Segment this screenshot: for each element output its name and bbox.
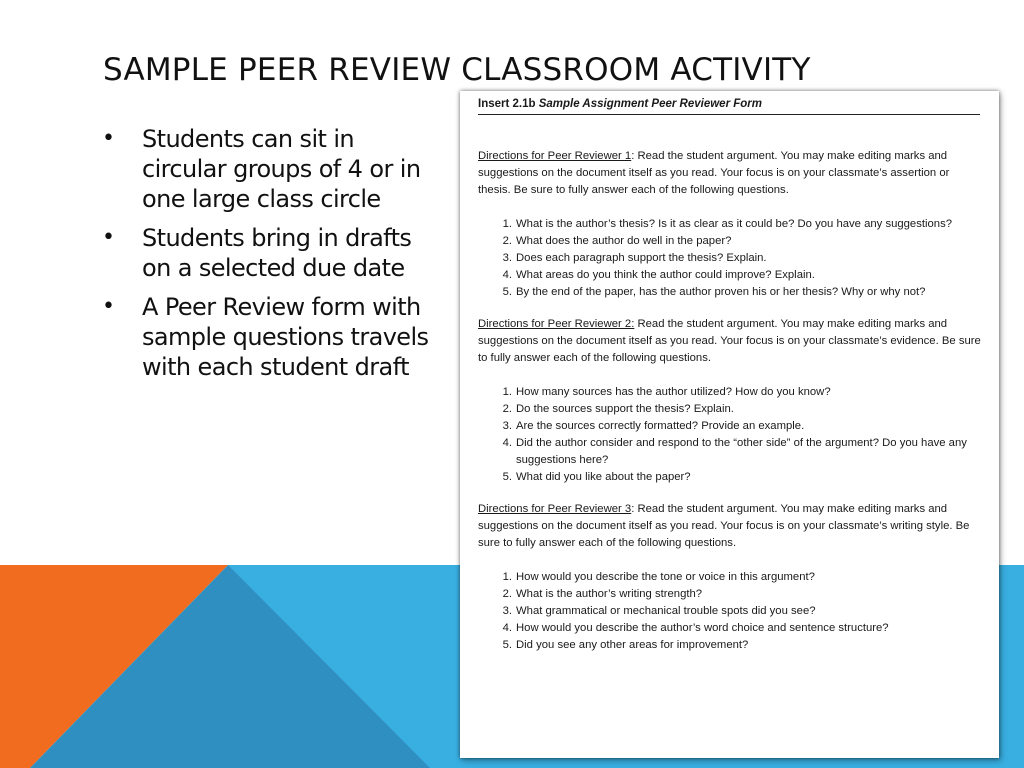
question-text: What does the author do well in the paper? xyxy=(516,235,732,247)
question-item: 4. What areas do you think the author could improve? Explain. xyxy=(502,269,815,281)
question-text: Are the sources correctly formatted? Provide an example. xyxy=(516,420,805,432)
question-item: 3. What grammatical or mechanical trouble spots did you see? xyxy=(502,605,816,617)
question-item: 4. How would you describe the author’s word choice and sentence structure? xyxy=(502,622,889,634)
reviewer-3-text: : Read the student argument. You may make editing marks and suggestions on the document itself as you read. Your focus is on your classmate’s writing style. Be sure to fully answer each of the following questions. xyxy=(478,503,970,549)
bullet-item xyxy=(100,223,445,283)
question-text: How would you describe the tone or voice in this argument? xyxy=(516,571,815,583)
question-item: 2. What is the author’s writing strength? xyxy=(502,588,703,600)
bullet-item xyxy=(100,292,445,382)
question-text: Did you see any other areas for improvement? xyxy=(516,639,749,651)
reviewer-2-text: Read the student argument. You may make editing marks and suggestions on the document itself as you read. Your focus is on your classmate’s evidence. Be sure to fully answer each of the following questions. xyxy=(478,318,981,364)
question-text: What is the author’s writing strength? xyxy=(516,588,703,600)
question-text: What grammatical or mechanical trouble spots did you see? xyxy=(516,605,816,617)
form-header-title: Sample Assignment Peer Reviewer Form xyxy=(538,98,763,110)
question-item: 2. What does the author do well in the paper? xyxy=(502,235,732,247)
bullet-text: Students can sit in circular groups of 4 or in one large class circle xyxy=(142,125,421,213)
question-text: By the end of the paper, has the author proven his or her thesis? Why or why not? xyxy=(516,286,926,298)
reviewer-3-directions xyxy=(478,501,981,552)
bullet-text: Students bring in drafts on a selected due date xyxy=(142,224,412,282)
question-item: 3. Are the sources correctly formatted? Provide an example. xyxy=(502,420,805,432)
reviewer-1-questions xyxy=(478,216,981,301)
bullet-text: A Peer Review form with sample questions travels with each student draft xyxy=(142,293,429,381)
question-text: What areas do you think the author could improve? Explain. xyxy=(516,269,815,281)
question-text: What did you like about the paper? xyxy=(516,471,691,483)
reviewer-1-section xyxy=(478,148,981,301)
form-header-prefix: Insert 2.1b xyxy=(478,98,536,110)
question-item: 5. What did you like about the paper? xyxy=(502,471,691,483)
bullet-marker: • xyxy=(102,294,115,319)
question-text: Does each paragraph support the thesis? Explain. xyxy=(516,252,767,264)
question-item: 5. Did you see any other areas for improvement? xyxy=(502,639,749,651)
question-text: How many sources has the author utilized? How do you know? xyxy=(516,386,831,398)
question-text: How would you describe the author’s word choice and sentence structure? xyxy=(516,622,889,634)
form-header xyxy=(478,98,980,115)
question-item: 3. Does each paragraph support the thesis? Explain. xyxy=(502,252,767,264)
reviewer-3-label: Directions for Peer Reviewer 3 xyxy=(478,503,632,515)
reviewer-1-label: Directions for Peer Reviewer 1 xyxy=(478,150,632,162)
peer-review-form-image xyxy=(460,91,999,758)
reviewer-2-section xyxy=(478,316,981,486)
question-item: 1. How would you describe the tone or voice in this argument? xyxy=(502,571,815,583)
bullet-list xyxy=(100,124,445,391)
slide-title: SAMPLE PEER REVIEW CLASSROOM ACTIVITY xyxy=(103,52,811,88)
question-text: Do the sources support the thesis? Explain. xyxy=(516,403,734,415)
question-item: 4. Did the author consider and respond to the “other side” of the argument? Do you have any suggestions here? xyxy=(502,437,967,466)
reviewer-2-directions xyxy=(478,316,981,367)
question-item: 5. By the end of the paper, has the author proven his or her thesis? Why or why not? xyxy=(502,286,926,298)
bullet-item xyxy=(100,124,445,214)
question-item: 2. Do the sources support the thesis? Explain. xyxy=(502,403,734,415)
question-item: 1. How many sources has the author utilized? How do you know? xyxy=(502,386,831,398)
reviewer-2-questions xyxy=(478,384,981,486)
reviewer-1-text: : Read the student argument. You may make editing marks and suggestions on the document itself as you read. Your focus is on your classmate’s assertion or thesis. Be sure to fully answer each of the following questions. xyxy=(478,150,950,196)
bullet-marker: • xyxy=(102,225,115,250)
bullet-marker: • xyxy=(102,126,115,151)
reviewer-3-questions xyxy=(478,569,981,654)
question-item: 1. What is the author’s thesis? Is it as clear as it could be? Do you have any suggestions? xyxy=(502,218,953,230)
reviewer-2-label: Directions for Peer Reviewer 2: xyxy=(478,318,635,330)
reviewer-3-section xyxy=(478,501,981,654)
reviewer-1-directions xyxy=(478,148,981,199)
question-text: Did the author consider and respond to the “other side” of the argument? Do you have any suggestions here? xyxy=(516,437,967,466)
question-text: What is the author’s thesis? Is it as clear as it could be? Do you have any suggestions? xyxy=(516,218,953,230)
